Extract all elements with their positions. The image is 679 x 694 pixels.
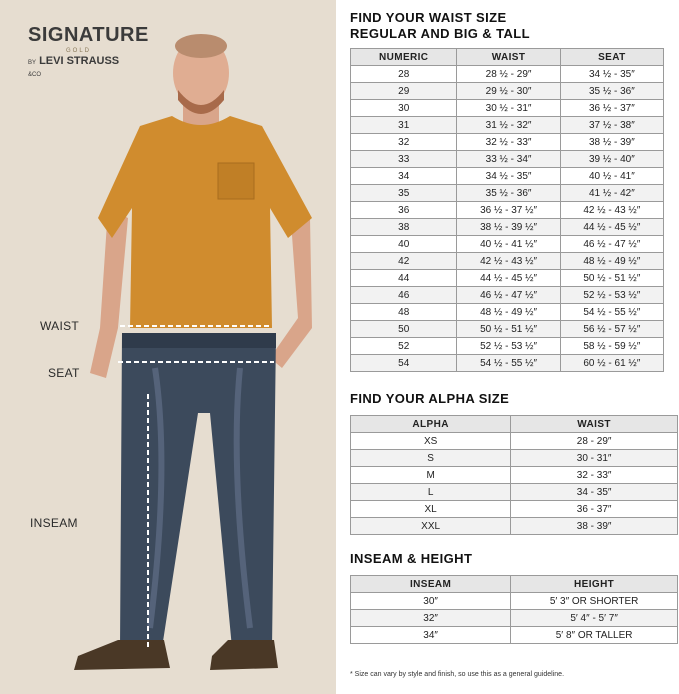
inseam-header: INSEAM <box>351 576 511 593</box>
waist-cell: 54 <box>351 355 457 372</box>
inseam-height-table <box>350 575 678 644</box>
waist-cell: 36 <box>351 202 457 219</box>
waist-cell: 46 ½ - 47 ½″ <box>560 236 663 253</box>
waist-label: WAIST <box>40 319 80 333</box>
alpha-cell: 36 - 37″ <box>511 501 678 518</box>
waist-cell: 34 ½ - 35″ <box>457 168 560 185</box>
waist-cell: 32 <box>351 134 457 151</box>
waist-cell: 54 ½ - 55 ½″ <box>457 355 560 372</box>
inseam-label: INSEAM <box>30 516 78 530</box>
table-row <box>351 627 678 644</box>
alpha-header: WAIST <box>511 416 678 433</box>
waist-cell: 52 ½ - 53 ½″ <box>560 287 663 304</box>
waist-cell: 50 <box>351 321 457 338</box>
alpha-cell: 34 - 35″ <box>511 484 678 501</box>
waist-cell: 48 ½ - 49 ½″ <box>560 253 663 270</box>
alpha-cell: 32 - 33″ <box>511 467 678 484</box>
alpha-cell: M <box>351 467 511 484</box>
waist-cell: 50 ½ - 51 ½″ <box>560 270 663 287</box>
waist-cell: 39 ½ - 40″ <box>560 151 663 168</box>
seat-label: SEAT <box>48 366 80 380</box>
waist-cell: 35 ½ - 36″ <box>457 185 560 202</box>
waist-cell: 48 ½ - 49 ½″ <box>457 304 560 321</box>
waist-cell: 46 ½ - 47 ½″ <box>457 287 560 304</box>
waist-cell: 42 ½ - 43 ½″ <box>457 253 560 270</box>
waist-cell: 38 <box>351 219 457 236</box>
inseam-cell: 5′ 3″ OR SHORTER <box>511 593 678 610</box>
waist-header: WAIST <box>457 49 560 66</box>
waist-cell: 33 ½ - 34″ <box>457 151 560 168</box>
alpha-cell: XXL <box>351 518 511 535</box>
waist-cell: 42 <box>351 253 457 270</box>
waist-cell: 44 ½ - 45 ½″ <box>457 270 560 287</box>
table-row <box>351 253 664 270</box>
waist-header: NUMERIC <box>351 49 457 66</box>
waist-cell: 60 ½ - 61 ½″ <box>560 355 663 372</box>
logo-signature: SIGNATURE <box>28 24 149 46</box>
alpha-header: ALPHA <box>351 416 511 433</box>
waist-header: SEAT <box>560 49 663 66</box>
waist-cell: 54 ½ - 55 ½″ <box>560 304 663 321</box>
waist-cell: 35 <box>351 185 457 202</box>
waist-cell: 38 ½ - 39 ½″ <box>457 219 560 236</box>
alpha-cell: L <box>351 484 511 501</box>
table-row <box>351 593 678 610</box>
table-row <box>351 134 664 151</box>
table-row <box>351 83 664 100</box>
table-row <box>351 355 664 372</box>
alpha-cell: XL <box>351 501 511 518</box>
waist-cell: 38 ½ - 39″ <box>560 134 663 151</box>
waist-cell: 36 ½ - 37 ½″ <box>457 202 560 219</box>
waist-cell: 32 ½ - 33″ <box>457 134 560 151</box>
alpha-cell: S <box>351 450 511 467</box>
waist-cell: 37 ½ - 38″ <box>560 117 663 134</box>
waist-cell: 44 <box>351 270 457 287</box>
waist-table-title: FIND YOUR WAIST SIZE REGULAR AND BIG & TALL <box>350 10 530 41</box>
alpha-cell: 30 - 31″ <box>511 450 678 467</box>
table-row <box>351 66 664 83</box>
waist-cell: 41 ½ - 42″ <box>560 185 663 202</box>
inseam-cell: 5′ 8″ OR TALLER <box>511 627 678 644</box>
table-row <box>351 304 664 321</box>
waist-cell: 30 ½ - 31″ <box>457 100 560 117</box>
table-row <box>351 219 664 236</box>
waist-size-table <box>350 48 664 372</box>
table-row <box>351 168 664 185</box>
waist-cell: 29 ½ - 30″ <box>457 83 560 100</box>
size-chart-panel <box>336 0 679 694</box>
table-row <box>351 185 664 202</box>
table-row <box>351 450 678 467</box>
footnote: * Size can vary by style and finish, so use this as a general guideline. <box>350 671 565 678</box>
waist-cell: 40 ½ - 41″ <box>560 168 663 185</box>
inseam-cell: 32″ <box>351 610 511 627</box>
waist-cell: 52 <box>351 338 457 355</box>
inseam-cell: 5′ 4″ - 5′ 7″ <box>511 610 678 627</box>
waist-cell: 31 <box>351 117 457 134</box>
waist-cell: 28 ½ - 29″ <box>457 66 560 83</box>
waist-cell: 50 ½ - 51 ½″ <box>457 321 560 338</box>
logo-gold: GOLD <box>66 48 92 54</box>
model-panel <box>0 0 336 694</box>
table-row <box>351 100 664 117</box>
waist-cell: 48 <box>351 304 457 321</box>
waist-cell: 46 <box>351 287 457 304</box>
table-row <box>351 433 678 450</box>
waist-cell: 52 ½ - 53 ½″ <box>457 338 560 355</box>
waist-cell: 34 <box>351 168 457 185</box>
table-row <box>351 287 664 304</box>
alpha-table-title: FIND YOUR ALPHA SIZE <box>350 391 510 406</box>
table-row <box>351 202 664 219</box>
table-row <box>351 151 664 168</box>
waist-cell: 58 ½ - 59 ½″ <box>560 338 663 355</box>
inseam-table-title: INSEAM & HEIGHT <box>350 551 473 566</box>
waist-cell: 31 ½ - 32″ <box>457 117 560 134</box>
inseam-header: HEIGHT <box>511 576 678 593</box>
inseam-cell: 30″ <box>351 593 511 610</box>
waist-cell: 36 ½ - 37″ <box>560 100 663 117</box>
table-row <box>351 501 678 518</box>
alpha-cell: 28 - 29″ <box>511 433 678 450</box>
waist-cell: 40 <box>351 236 457 253</box>
table-row <box>351 484 678 501</box>
waist-cell: 33 <box>351 151 457 168</box>
waist-cell: 35 ½ - 36″ <box>560 83 663 100</box>
model-figure <box>60 28 330 688</box>
table-row <box>351 117 664 134</box>
table-row <box>351 338 664 355</box>
table-row <box>351 518 678 535</box>
table-row <box>351 270 664 287</box>
waist-cell: 44 ½ - 45 ½″ <box>560 219 663 236</box>
table-row <box>351 321 664 338</box>
waist-cell: 42 ½ - 43 ½″ <box>560 202 663 219</box>
inseam-cell: 34″ <box>351 627 511 644</box>
table-row <box>351 610 678 627</box>
waist-cell: 30 <box>351 100 457 117</box>
waist-cell: 40 ½ - 41 ½″ <box>457 236 560 253</box>
table-row <box>351 467 678 484</box>
table-row <box>351 236 664 253</box>
waist-cell: 34 ½ - 35″ <box>560 66 663 83</box>
waist-cell: 56 ½ - 57 ½″ <box>560 321 663 338</box>
logo-levi-strauss: BY LEVI STRAUSS &CO <box>28 55 120 78</box>
alpha-size-table <box>350 415 678 535</box>
waist-cell: 29 <box>351 83 457 100</box>
alpha-cell: 38 - 39″ <box>511 518 678 535</box>
waist-cell: 28 <box>351 66 457 83</box>
alpha-cell: XS <box>351 433 511 450</box>
